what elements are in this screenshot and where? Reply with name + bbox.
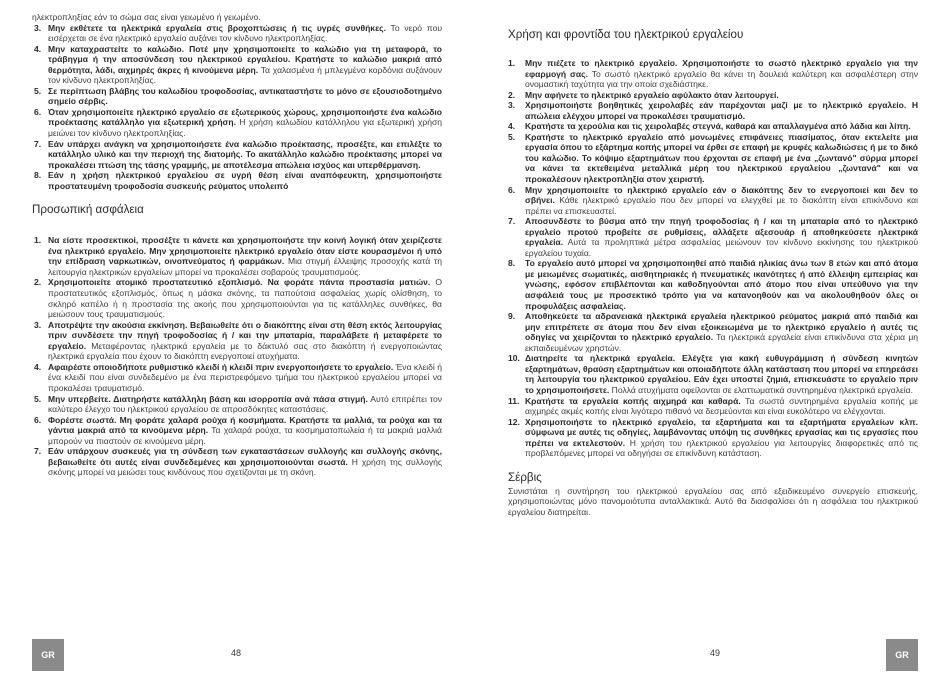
- item-text: Ένα κλειδί ή ένα κλειδί που είναι συνδεδεμένο με ένα περιστρεφόμενο τμήμα του ηλεκτρικού εργαλείου μπορεί να προκαλέσει τραυματισμό.: [48, 361, 442, 393]
- item-bold-text: Κρατήστε το ηλεκτρικό εργαλείο από μονωμένες επιφάνειες πιασίματος, όταν εκτελείτε μια εργασία όπου το εξάρτημα κοπής μπορεί να έρθει σε επαφή με κρυφές καλωδιώσεις ή με το δικό του καλώδιο. Το κόψιμο εξαρτημάτων που έρχονται σε επαφή με ένα „ζωντανό" σύρμα μπορεί να κάνει τα εκτεθειμένα μεταλλικά μέρη του ηλεκτρικού εργαλείου „ζωντανά" και να προκαλέσουν ηλεκτροπληξία στον χειριστή.: [525, 131, 918, 185]
- list-item: [508, 185, 918, 217]
- list-item: [32, 446, 442, 478]
- item-bold-text: Μην καταχραστείτε το καλώδιο. Ποτέ μην χρησιμοποιείτε το καλώδιο για τη μεταφορά, το τράβηγμα ή την αποσύνδεση του ηλεκτρικού εργαλείου. Κρατήστε το καλώδιο μακριά από θερμότητα, λάδι, αιχμηρές άκρες ή κινούμενα μέρη.: [48, 43, 442, 75]
- item-number: 10.: [508, 353, 520, 364]
- item-number: 7.: [34, 446, 42, 457]
- item-bold-text: Χρησιμοποιήστε το ηλεκτρικό εργαλείο, τα εξαρτήματα και τα εξαρτήματα εργαλείων κλπ. σύμφωνα με αυτές τις οδηγίες, λαμβάνοντας υπόψη τις συνθήκες εργασίας και τις εργασίες που πρέπει να εκτελεστούν.: [525, 416, 918, 448]
- item-text: Η χρήση της συλλογής σκόνης μπορεί να μειώσει τους κινδύνους που σχετίζονται με τη σκόνη.: [48, 456, 442, 478]
- item-number: 3.: [508, 100, 516, 111]
- item-number: 11.: [508, 395, 520, 406]
- item-number: 6.: [34, 106, 42, 117]
- page-number: 48: [230, 648, 241, 658]
- item-number: 4.: [34, 43, 42, 54]
- list-item: [32, 320, 442, 362]
- item-number: 4.: [508, 121, 516, 132]
- item-bold-text: Φορέστε σωστά. Μη φοράτε χαλαρά ρούχα ή κοσμήματα. Κρατήστε τα μαλλιά, τα ρούχα και τα γάντια μακριά από τα κινούμενα μέρη.: [48, 414, 442, 436]
- list-item: [32, 139, 442, 171]
- item-text: Το σωστό ηλεκτρικό εργαλείο θα κάνει τη δουλειά καλύτερη και ασφαλέστερη στην ονομαστική ταχύτητα για την οποία σχεδιάστηκε.: [525, 68, 919, 90]
- item-bold-text: Μην εκθέτετε τα ηλεκτρικά εργαλεία στις βροχοπτώσεις ή τις υγρές συνθήκες.: [48, 22, 386, 33]
- electrical-safety-list: [32, 23, 442, 192]
- item-number: 6.: [34, 414, 42, 425]
- item-number: 2.: [508, 89, 516, 100]
- list-item: [508, 132, 918, 185]
- tool-care-list: [508, 58, 918, 459]
- item-bold-text: Να είστε προσεκτικοί, προσέξτε τι κάνετε και χρησιμοποιήστε την κοινή λογική όταν χειρίζεστε ένα ηλεκτρικό εργαλείο. Μην χρησιμοποιείτε ηλεκτρικό εργαλείο όταν είστε κουρασμένοι ή υπό την επίδραση ναρκωτικών, οινοπνεύματος ή φαρμάκων.: [48, 235, 442, 267]
- item-number: 8.: [34, 170, 42, 181]
- item-bold-text: Εάν η χρήση ηλεκτρικού εργαλείου σε υγρή θέση είναι αναπόφευκτη, χρησιμοποιήστε προστατευμένη τροφοδοσία συσκευής ρεύματος υπολειπό: [48, 170, 442, 191]
- item-number: 9.: [508, 311, 516, 322]
- item-text: Αυτό επιτρέπει τον καλύτερο έλεγχο του ηλεκτρικού εργαλείου σε απροσδόκητες καταστάσεις.: [48, 393, 443, 415]
- list-item: [508, 90, 918, 101]
- item-text: Μια στιγμή έλλειψης προσοχής κατά τη λειτουργία ηλεκτρικών εργαλείων μπορεί να προκαλέσει σοβαρούς τραυματισμούς.: [48, 256, 442, 277]
- list-item: [508, 396, 918, 417]
- item-bold-text: Αποτρέψτε την ακούσια εκκίνηση. Βεβαιωθείτε ότι ο διακόπτης είναι στη θέση εκτός λειτουργίας πριν συνδέσετε την πηγή τροφοδοσίας ή / και την μπαταρία, παραλάβετε ή μεταφέρετε το εργαλείο.: [48, 319, 442, 351]
- left-column: [32, 12, 442, 478]
- item-bold-text: Διατηρείτε τα ηλεκτρικά εργαλεία. Ελέγξτε για κακή ευθυγράμμιση ή σύνδεση κινητών εξαρτημάτων, θραύση εξαρτημάτων και οποιαδήποτε άλλη κατάσταση που μπορεί να επηρεάσει τη λειτουργία του ηλεκτρικού εργαλείου. Εάν έχει υποστεί ζημιά, επισκευάστε το εργαλείο πριν το χρησιμοποιήσετε.: [525, 353, 918, 395]
- list-item: [508, 258, 918, 311]
- right-page: [475, 0, 950, 674]
- list-item: [508, 58, 918, 90]
- item-bold-text: Χρησιμοποιήστε βοηθητικές χειρολαβές εάν παρέχονται μαζί με το ηλεκτρικό εργαλείο. Η απώλεια ελέγχου μπορεί να προκαλέσει τραυματισμό.: [525, 100, 918, 121]
- item-number: 1.: [34, 235, 42, 246]
- service-text: Συνιστάται η συντήρηση του ηλεκτρικού εργαλείου σας από εξειδικευμένο συνεργείο επισκευής, χρησιμοποιώντας μόνο πανομοιότυπα ανταλλακτικά. Αυτό θα διασφαλίσει ότι η ασφάλεια του ηλεκτρικού εργαλείου διατηρείται.: [508, 485, 918, 517]
- item-text: Κάθε ηλεκτρικό εργαλείο που δεν μπορεί να ελεγχθεί με το διακόπτη είναι επικίνδυνο και πρέπει να επισκευαστεί.: [525, 195, 918, 216]
- item-bold-text: Εάν υπάρχουν συσκευές για τη σύνδεση των εγκαταστάσεων συλλογής και συλλογής σκόνης, βεβαιωθείτε ότι αυτές είναι συνδεδεμένες και χρησιμοποιούνται σωστά.: [48, 446, 442, 467]
- item-bold-text: Μην υπερβείτε. Διατηρήστε κατάλληλη βάση και ισορροπία ανά πάσα στιγμή.: [48, 393, 368, 404]
- item-number: 8.: [508, 258, 516, 269]
- list-item: [508, 311, 918, 353]
- item-text: Τα χαλαρά ρούχα, τα κοσμηματοπωλεία ή τα μακριά μαλλιά μπορούν να πιαστούν σε κινούμενα μέρη.: [48, 425, 442, 446]
- item-text: Ο προστατευτικός εξοπλισμός, όπως η μάσκα σκόνης, τα παπούτσια ασφαλείας χωρίς ολίσθηση, το σκληρό καπέλο ή η προστασία της ακοής που χρησιμοποιούνται για τις κατάλληλες συνθήκες, θα μειώσουν τους τραυματισμούς.: [48, 277, 442, 320]
- list-item: [32, 44, 442, 86]
- item-number: 12.: [508, 416, 520, 427]
- language-badge: GR: [32, 639, 64, 671]
- item-bold-text: Κρατήστε τα εργαλεία κοπής αιχμηρά και καθαρά.: [525, 395, 741, 406]
- item-number: 5.: [34, 85, 42, 96]
- item-text: Πολλά ατυχήματα οφείλονται σε ελαττωματικά συντηρημένα ηλεκτρικά εργαλεία.: [609, 384, 913, 395]
- list-item: [32, 277, 442, 319]
- item-text: Αυτά τα προληπτικά μέτρα ασφαλείας μειώνουν τον κίνδυνο εκκίνησης του ηλεκτρικού εργαλείου τυχαία.: [525, 237, 918, 258]
- item-number: 2.: [34, 277, 42, 288]
- item-number: 5.: [508, 131, 516, 142]
- item-bold-text: Αφαιρέστε οποιοδήποτε ρυθμιστικό κλειδί ή κλειδί πριν ενεργοποιήσετε το εργαλείο.: [48, 361, 394, 372]
- item-text: Η χρήση καλωδίου κατάλληλου για εξωτερική χρήση μειώνει τον κίνδυνο ηλεκτροπληξίας.: [48, 117, 442, 139]
- item-bold-text: Αποθηκεύετε τα αδρανειακά ηλεκτρικά εργαλεία ηλεκτρικού ρεύματος μακριά από παιδιά και μην επιτρέπετε σε άτομα που δεν είναι εξοικειωμένα με το ηλεκτρικό εργαλείο ή αυτές τις οδηγίες να χειρίζονται το ηλεκτρικό εργαλείο.: [525, 311, 918, 343]
- item-bold-text: Εάν υπάρχει ανάγκη να χρησιμοποιήσετε ένα καλώδιο προέκτασης, προσέξτε, και επιλέξτε το κατάλληλο υλικό και την περιοχή της διατομής. Το ακατάλληλο καλώδιο προέκτασης μπορεί να προκαλέσει πτώση της τάσης γραμμής, με αποτέλεσμα απώλεια ισχύος και υπερθέρμανση.: [48, 138, 442, 170]
- item-text: Τα ηλεκτρικά εργαλεία είναι επικίνδυνα στα χέρια μη εκπαιδευμένων χρηστών.: [525, 332, 918, 353]
- item-bold-text: Κρατήστε τα χερούλια και τις χειρολαβές στεγνά, καθαρά και απαλλαγμένα από λάδια και λίπη.: [525, 121, 911, 132]
- item-bold-text: Αποσυνδέστε το βύσμα από την πηγή τροφοδοσίας ή / και τη μπαταρία από το ηλεκτρικό εργαλείο προτού προβείτε σε ρυθμίσεις, αλλάξετε αξεσουάρ ή αποθηκεύσετε ηλεκτρικά εργαλεία.: [525, 216, 918, 248]
- item-number: 7.: [34, 138, 42, 149]
- list-item: [508, 100, 918, 121]
- item-text: Το νερό που εισέρχεται σε ένα ηλεκτρικό εργαλείο αυξάνει τον κίνδυνο ηλεκτροπληξίας.: [48, 22, 442, 44]
- list-item: [32, 170, 442, 191]
- item-bold-text: Όταν χρησιμοποιείτε ηλεκτρικό εργαλείο σε εξωτερικούς χώρους, χρησιμοποιήστε ένα καλώδιο προέκτασης κατάλληλο για εξωτερική χρήση.: [48, 106, 442, 128]
- item-number: 3.: [34, 22, 42, 33]
- page-number: 49: [709, 648, 720, 658]
- list-item: [32, 394, 442, 415]
- list-item: [508, 216, 918, 258]
- item-bold-text: Το εργαλείο αυτό μπορεί να χρησιμοποιηθεί από παιδιά ηλικίας άνω των 8 ετών και από άτομα με μειωμένες σωματικές, αισθητηριακές ή πνευματικές ικανότητες ή από έλλειψη εμπειρίας και γνώσης, εφόσον επιβλέπονται και καθοδηγούνται από άτομο που είναι υπεύθυνο για την ασφάλειά τους με προσεκτικό τρόπο για να κατανοηθούν και να ακολουθηθούν όλες οι προφυλάξεις ασφαλείας.: [525, 258, 918, 311]
- personal-safety-list: [32, 235, 442, 478]
- item-text: Μεταφέροντας ηλεκτρικά εργαλεία με το δάκτυλό σας στο διακόπτη ή ενεργοποιώντας ηλεκτρικά εργαλεία που έχουν το διακόπτη ενεργοποιεί ατυχήματα.: [48, 340, 442, 362]
- list-item: [32, 107, 442, 139]
- right-column: [508, 28, 918, 517]
- list-item: [32, 235, 442, 277]
- item-number: 7.: [508, 216, 516, 227]
- item-text: Η χρήση του ηλεκτρικού εργαλείου για λειτουργίες διαφορετικές από τις προβλεπόμενες μπορεί να οδηγήσει σε επικίνδυνη κατάσταση.: [525, 437, 918, 459]
- list-item: [508, 353, 918, 395]
- list-item: [508, 121, 918, 132]
- item-number: 4.: [34, 361, 42, 372]
- item-bold-text: Μην αφήνετε το ηλεκτρικό εργαλείο αφύλακτο όταν λειτουργεί.: [525, 89, 779, 100]
- item-bold-text: Σε περίπτωση βλάβης του καλωδίου τροφοδοσίας, αντικαταστήστε το μόνο σε εξουσιοδοτημένο σημείο σέρβις.: [48, 85, 442, 107]
- item-text: Τα χαλασμένα ή μπλεγμένα κορδόνια αυξάνουν τον κίνδυνο ηλεκτροπληξίας.: [48, 64, 442, 86]
- item-text: Τα σωστά συντηρημένα εργαλεία κοπής με αιχμηρές ακμές κοπής είναι λιγότερο πιθανό να δεσμεύονται και είναι ευκολότερο να ελέγχονται.: [525, 395, 918, 417]
- list-item: [32, 23, 442, 44]
- intro-line: ηλεκτροπληξίας εάν το σώμα σας είναι γειωμένο ή γειωμένο.: [32, 12, 261, 22]
- personal-safety-heading: Προσωπική ασφάλεια: [32, 203, 144, 217]
- tool-care-heading: Χρήση και φροντίδα του ηλεκτρικού εργαλείου: [508, 28, 744, 41]
- list-item: [32, 415, 442, 447]
- item-number: 6.: [508, 184, 516, 195]
- list-item: [32, 362, 442, 394]
- item-number: 5.: [34, 393, 42, 404]
- item-number: 1.: [508, 58, 516, 68]
- item-number: 3.: [34, 319, 42, 330]
- list-item: [508, 417, 918, 459]
- list-item: [32, 86, 442, 107]
- item-bold-text: Χρησιμοποιείτε ατομικό προστατευτικό εξοπλισμό. Να φοράτε πάντα προστασία ματιών.: [48, 277, 431, 288]
- item-bold-text: Μην πιέζετε το ηλεκτρικό εργαλείο. Χρησιμοποιήστε το σωστό ηλεκτρικό εργαλείο για την εφαρμογή σας.: [525, 58, 918, 79]
- item-bold-text: Μην χρησιμοποιείτε το ηλεκτρικό εργαλείο εάν ο διακόπτης δεν το ενεργοποιεί και δεν το σβήνει.: [525, 184, 918, 206]
- language-badge: GR: [886, 639, 918, 671]
- service-heading: Σέρβις: [508, 470, 542, 484]
